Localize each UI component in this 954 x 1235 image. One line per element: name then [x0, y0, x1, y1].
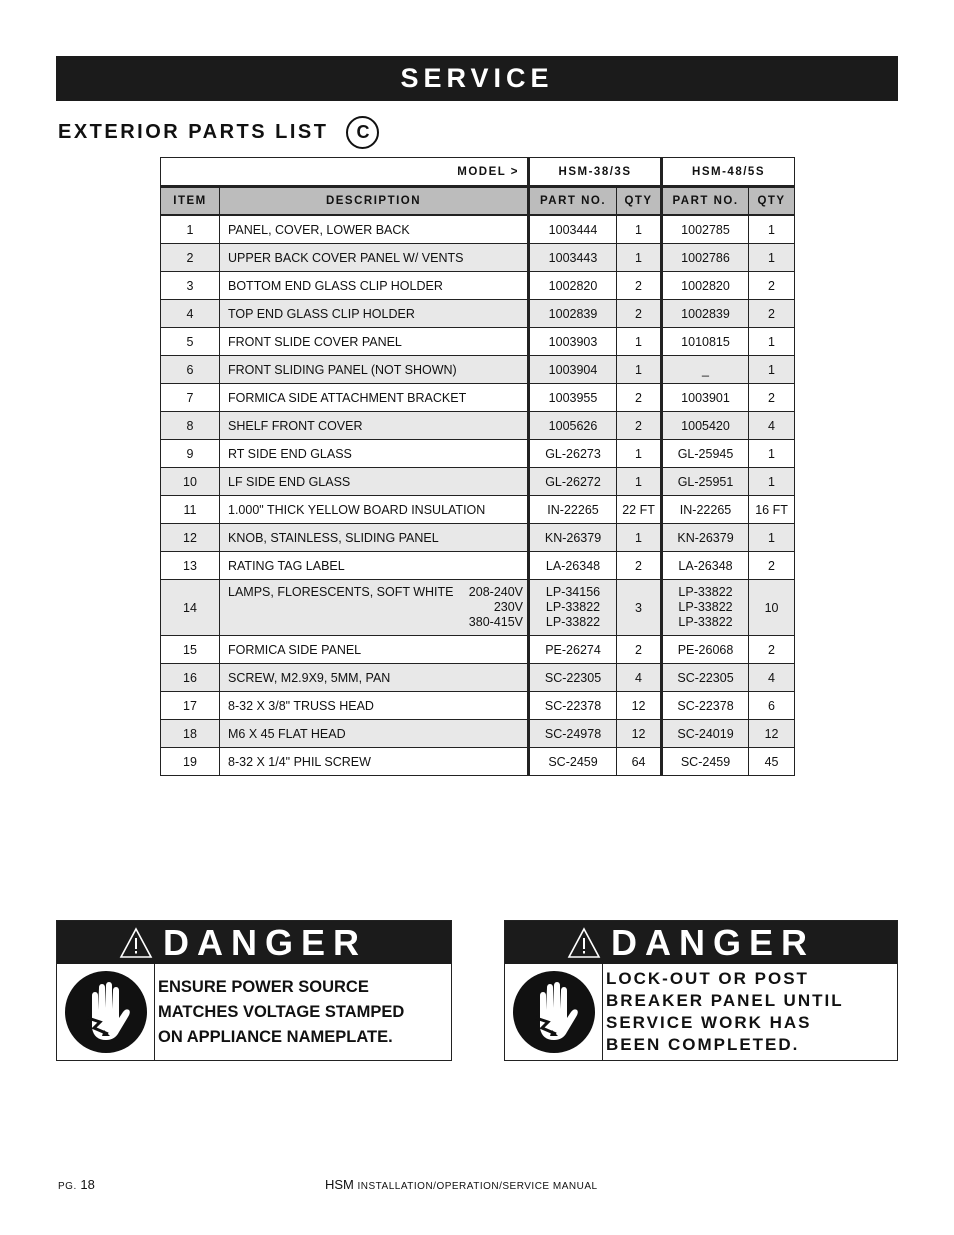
part-no-hsm-38: 1002839 [529, 300, 617, 328]
item-number: 5 [161, 328, 220, 356]
col-description: DESCRIPTION [220, 187, 529, 216]
item-number: 19 [161, 748, 220, 776]
item-number: 17 [161, 692, 220, 720]
item-number: 18 [161, 720, 220, 748]
hand-shock-icon [64, 970, 148, 1054]
table-row [161, 552, 795, 580]
part-no-hsm-48: GL-25945 [662, 440, 749, 468]
item-description: 8-32 X 1/4" PHIL SCREW [220, 748, 529, 776]
part-no-hsm-38: SC-2459 [529, 748, 617, 776]
qty-hsm-38: 1 [617, 215, 662, 244]
part-no-hsm-38: LP-34156 LP-33822 LP-33822 [529, 580, 617, 636]
part-no-hsm-38: 1003444 [529, 215, 617, 244]
qty-hsm-48: 1 [749, 440, 795, 468]
qty-hsm-48: 2 [749, 272, 795, 300]
danger-title: DANGER [163, 922, 368, 963]
part-no-hsm-48: 1002839 [662, 300, 749, 328]
item-description [220, 580, 529, 636]
part-no-hsm-38: GL-26272 [529, 468, 617, 496]
qty-hsm-48: 1 [749, 328, 795, 356]
item-description: LF SIDE END GLASS [220, 468, 529, 496]
qty-hsm-38: 1 [617, 328, 662, 356]
table-row [161, 244, 795, 272]
part-no-hsm-48: PE-26068 [662, 636, 749, 664]
model-hsm-48: HSM-48/5S [662, 158, 795, 187]
item-description: RT SIDE END GLASS [220, 440, 529, 468]
section-title-text: EXTERIOR PARTS LIST [58, 120, 329, 143]
qty-hsm-48: 45 [749, 748, 795, 776]
danger-panel-voltage [56, 920, 452, 1061]
col-qty-2: QTY [749, 187, 795, 216]
part-no-hsm-48: KN-26379 [662, 524, 749, 552]
hand-shock-icon [512, 970, 596, 1054]
warning-triangle-icon [567, 927, 601, 959]
item-description: SHELF FRONT COVER [220, 412, 529, 440]
table-row [161, 524, 795, 552]
part-no-hsm-38: PE-26274 [529, 636, 617, 664]
qty-hsm-48: 16 FT [749, 496, 795, 524]
part-no-hsm-38: 1002820 [529, 272, 617, 300]
item-number: 3 [161, 272, 220, 300]
qty-hsm-48: 2 [749, 636, 795, 664]
item-description: FORMICA SIDE PANEL [220, 636, 529, 664]
item-description: FORMICA SIDE ATTACHMENT BRACKET [220, 384, 529, 412]
item-description: KNOB, STAINLESS, SLIDING PANEL [220, 524, 529, 552]
item-description: 8-32 X 3/8" TRUSS HEAD [220, 692, 529, 720]
table-row [161, 692, 795, 720]
col-part-no-2: PART NO. [662, 187, 749, 216]
part-no-hsm-48: SC-24019 [662, 720, 749, 748]
part-no-hsm-38: LA-26348 [529, 552, 617, 580]
danger-header [505, 921, 897, 964]
qty-hsm-48: 1 [749, 215, 795, 244]
item-description: UPPER BACK COVER PANEL W/ VENTS [220, 244, 529, 272]
qty-hsm-38: 1 [617, 468, 662, 496]
qty-hsm-38: 3 [617, 580, 662, 636]
service-banner: SERVICE [56, 56, 898, 101]
table-row [161, 300, 795, 328]
model-label: MODEL > [161, 158, 529, 187]
part-no-hsm-48: 1002820 [662, 272, 749, 300]
item-number: 12 [161, 524, 220, 552]
part-no-hsm-38: 1003955 [529, 384, 617, 412]
qty-hsm-38: 2 [617, 636, 662, 664]
table-row [161, 748, 795, 776]
lamp-description: LAMPS, FLORESCENTS, SOFT WHITE [228, 585, 454, 599]
part-no-hsm-48: SC-22378 [662, 692, 749, 720]
item-number: 16 [161, 664, 220, 692]
item-number: 6 [161, 356, 220, 384]
qty-hsm-48: 1 [749, 244, 795, 272]
qty-hsm-38: 2 [617, 384, 662, 412]
table-row [161, 412, 795, 440]
item-number: 1 [161, 215, 220, 244]
model-hsm-38: HSM-38/3S [529, 158, 662, 187]
table-row [161, 384, 795, 412]
item-number: 10 [161, 468, 220, 496]
item-description: PANEL, COVER, LOWER BACK [220, 215, 529, 244]
part-no-hsm-48: 1003901 [662, 384, 749, 412]
col-part-no-1: PART NO. [529, 187, 617, 216]
col-qty-1: QTY [617, 187, 662, 216]
part-no-hsm-48: 1002785 [662, 215, 749, 244]
part-no-hsm-38: GL-26273 [529, 440, 617, 468]
table-row [161, 215, 795, 244]
item-description: TOP END GLASS CLIP HOLDER [220, 300, 529, 328]
part-no-hsm-48: 1010815 [662, 328, 749, 356]
table-row [161, 496, 795, 524]
part-no-hsm-48: GL-25951 [662, 468, 749, 496]
qty-hsm-48: 1 [749, 468, 795, 496]
part-no-hsm-48: 1002786 [662, 244, 749, 272]
item-number: 11 [161, 496, 220, 524]
exterior-parts-table [160, 157, 795, 776]
qty-hsm-38: 1 [617, 440, 662, 468]
part-no-hsm-38: 1003904 [529, 356, 617, 384]
qty-hsm-48: 4 [749, 412, 795, 440]
qty-hsm-48: 1 [749, 524, 795, 552]
page-number: PG. 18 [58, 1177, 95, 1192]
part-no-hsm-48: 1005420 [662, 412, 749, 440]
qty-hsm-48: 2 [749, 552, 795, 580]
part-no-hsm-48: LA-26348 [662, 552, 749, 580]
warning-triangle-icon [119, 927, 153, 959]
item-description: RATING TAG LABEL [220, 552, 529, 580]
item-description: 1.000" THICK YELLOW BOARD INSULATION [220, 496, 529, 524]
qty-hsm-48: 1 [749, 356, 795, 384]
item-description: FRONT SLIDING PANEL (NOT SHOWN) [220, 356, 529, 384]
danger-header [57, 921, 451, 964]
part-no-hsm-48: _ [662, 356, 749, 384]
qty-hsm-38: 2 [617, 552, 662, 580]
item-number: 2 [161, 244, 220, 272]
item-description: FRONT SLIDE COVER PANEL [220, 328, 529, 356]
qty-hsm-38: 1 [617, 356, 662, 384]
section-badge: C [346, 116, 379, 149]
part-no-hsm-38: KN-26379 [529, 524, 617, 552]
danger-panel-lockout [504, 920, 898, 1061]
section-title [58, 116, 379, 148]
item-description: SCREW, M2.9X9, 5MM, PAN [220, 664, 529, 692]
qty-hsm-48: 2 [749, 384, 795, 412]
item-number: 7 [161, 384, 220, 412]
model-row [161, 158, 795, 187]
part-no-hsm-38: 1003903 [529, 328, 617, 356]
table-row [161, 356, 795, 384]
qty-hsm-48: 6 [749, 692, 795, 720]
qty-hsm-38: 22 FT [617, 496, 662, 524]
item-number: 9 [161, 440, 220, 468]
qty-hsm-38: 2 [617, 272, 662, 300]
table-row [161, 328, 795, 356]
qty-hsm-38: 12 [617, 720, 662, 748]
col-item: ITEM [161, 187, 220, 216]
danger-message: ENSURE POWER SOURCE MATCHES VOLTAGE STAMPED ON APPLIANCE NAMEPLATE. [158, 977, 405, 1046]
qty-hsm-48: 10 [749, 580, 795, 636]
part-no-hsm-48: SC-2459 [662, 748, 749, 776]
item-number: 15 [161, 636, 220, 664]
part-no-hsm-38: IN-22265 [529, 496, 617, 524]
qty-hsm-38: 1 [617, 524, 662, 552]
table-row [161, 272, 795, 300]
table-row [161, 468, 795, 496]
part-no-hsm-48: IN-22265 [662, 496, 749, 524]
table-row [161, 636, 795, 664]
item-description: BOTTOM END GLASS CLIP HOLDER [220, 272, 529, 300]
table-row [161, 580, 795, 636]
qty-hsm-48: 4 [749, 664, 795, 692]
lamp-voltages: 208-240V 230V 380-415V [468, 585, 524, 629]
danger-title: DANGER [611, 922, 816, 963]
item-description: M6 X 45 FLAT HEAD [220, 720, 529, 748]
part-no-hsm-38: SC-22378 [529, 692, 617, 720]
manual-title: HSM INSTALLATION/OPERATION/SERVICE MANUAL [325, 1177, 598, 1192]
part-no-hsm-48: SC-22305 [662, 664, 749, 692]
qty-hsm-38: 4 [617, 664, 662, 692]
danger-message: LOCK-OUT OR POST BREAKER PANEL UNTIL SERVICE WORK HAS BEEN COMPLETED. [606, 969, 844, 1054]
item-number: 8 [161, 412, 220, 440]
qty-hsm-38: 1 [617, 244, 662, 272]
part-no-hsm-38: 1003443 [529, 244, 617, 272]
table-row [161, 664, 795, 692]
qty-hsm-38: 2 [617, 300, 662, 328]
column-header-row [161, 187, 795, 216]
qty-hsm-38: 12 [617, 692, 662, 720]
item-number: 14 [161, 580, 220, 636]
part-no-hsm-38: SC-22305 [529, 664, 617, 692]
item-number: 4 [161, 300, 220, 328]
qty-hsm-48: 2 [749, 300, 795, 328]
part-no-hsm-38: 1005626 [529, 412, 617, 440]
qty-hsm-48: 12 [749, 720, 795, 748]
part-no-hsm-38: SC-24978 [529, 720, 617, 748]
qty-hsm-38: 2 [617, 412, 662, 440]
table-row [161, 720, 795, 748]
table-row [161, 440, 795, 468]
item-number: 13 [161, 552, 220, 580]
part-no-hsm-48: LP-33822 LP-33822 LP-33822 [662, 580, 749, 636]
qty-hsm-38: 64 [617, 748, 662, 776]
